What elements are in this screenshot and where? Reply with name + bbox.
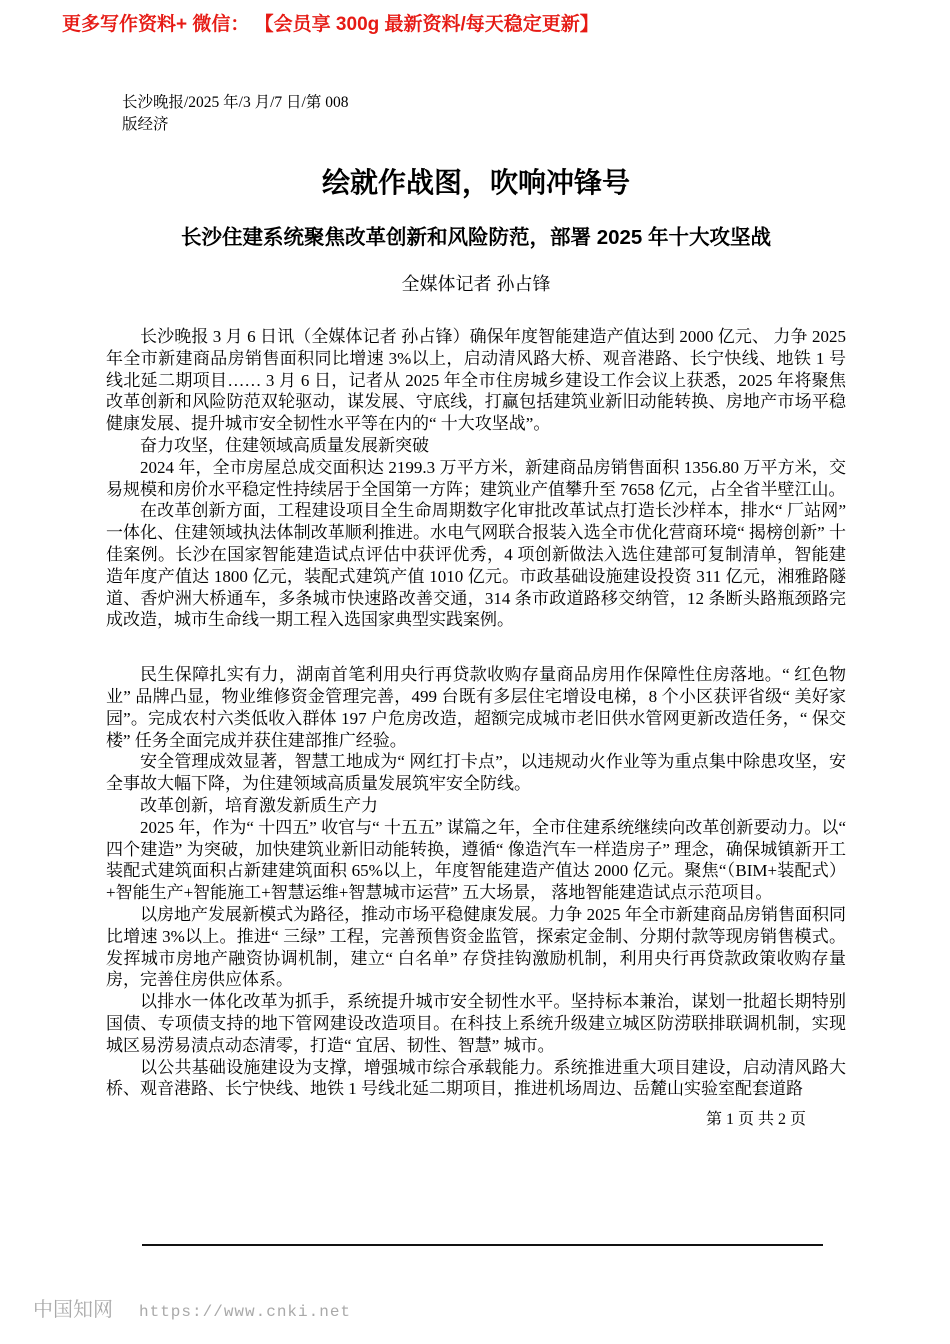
article-paragraph: 奋力攻坚，住建领域高质量发展新突破 [140, 435, 429, 455]
cnki-url: https://www.cnki.net [139, 1303, 352, 1321]
article-byline: 全媒体记者 孙占锋 [401, 274, 551, 294]
page-divider [142, 1244, 823, 1246]
article-paragraph: 2025 年，作为“ 十四五” 收官与“ 十五五” 谋篇之年，全市住建系统继续向改革创新要动力。以“ 四个建造” 为突破，加快建筑业新旧动能转换，遵循“ 像造汽车一样造房子” 理念，确保城镇新开工装配式建筑面积占新建建筑面积 65%以上，年度智能建造产值达 2000 亿元。聚焦“（BIM+装配式）+智能生产+智能施工+智慧运维+智慧城市运营” 五大场景， 落地智能建造试点示范项目。 [106, 817, 846, 903]
cnki-logo-text: 中国知网 [33, 1299, 113, 1321]
article-title: 绘就作战图，吹响冲锋号 [321, 167, 630, 198]
page-indicator: 第 1 页 共 2 页 [705, 1111, 806, 1129]
article-paragraph: 改革创新，培育激发新质生产力 [140, 795, 378, 815]
article-paragraph: 安全管理成效显著，智慧工地成为“ 网红打卡点”，以违规动火作业等为重点集中除患攻坚，安全事故大幅下降，为住建领域高质量发展筑牢安全防线。 [106, 752, 846, 794]
article-paragraph: 长沙晚报 3 月 6 日讯（全媒体记者 孙占锋）确保年度智能建造产值达到 2000 亿元、 力争 2025 年全市新建商品房销售面积同比增速 3%以上，启动清风路大桥、观音港路、长宁快线、地铁 1 号线北延二期项目…… 3 月 6 日，记者从 2025 年全市住房城乡建设工作会议上获悉，2025 年将聚焦改革创新和风险防范双轮驱动，谋发展、守底线，打赢包括建筑业新旧动能转换、房地产市场平稳健康发展、提升城市安全韧性水平等在内的“ 十大攻坚战”。 [106, 327, 846, 434]
article-body [106, 326, 846, 1100]
article-container [106, 92, 846, 1130]
article-paragraph: 以公共基础设施建设为支撑，增强城市综合承载能力。系统推进重大项目建设，启动清风路大桥、观音港路、长宁快线、地铁 1 号线北延二期项目，推进机场周边、岳麓山实验室配套道路 [106, 1057, 846, 1099]
source-line-1: 长沙晚报/2025 年/3 月/7 日/第 008 [122, 94, 349, 111]
promo-banner-text: 更多写作资料+ 微信： 【会员享 300g 最新资料/每天稳定更新】 [62, 14, 599, 35]
source-line-2: 版经济 [122, 116, 169, 133]
article-paragraph: 2024 年，全市房屋总成交面积达 2199.3 万平方米，新建商品房销售面积 1356.80 万平方米，交易规模和房价水平稳定性持续居于全国第一方阵；建筑业产值攀升至 7658 亿元，占全省半壁江山。 [106, 457, 846, 499]
article-paragraph: 民生保障扎实有力，湖南首笔利用央行再贷款收购存量商品房用作保障性住房落地。“ 红色物业” 品牌凸显，物业维修资金管理完善，499 台既有多层住宅增设电梯，8 个小区获评省级“ 美好家园”。完成农村六类低收入群体 197 户危房改造，超额完成城市老旧供水管网更新改造任务，“ 保交楼” 任务全面完成并获住建部推广经验。 [106, 665, 846, 750]
article-subtitle: 长沙住建系统聚焦改革创新和风险防范，部署 2025 年十大攻坚战 [181, 226, 771, 249]
article-paragraph: 在改革创新方面，工程建设项目全生命周期数字化审批改革试点打造长沙样本，排水“ 厂站网” 一体化、住建领域执法体制改革顺利推进。水电气网联合报装入选全市优化营商环境“ 揭榜创新” 十佳案例。长沙在国家智能建造试点评估中获评优秀，4 项创新做法入选住建部可复制清单，智能建造年度产值达 1800 亿元，装配式建筑产值 1010 亿元。市政基础设施建设投资 311 亿元，湘雅路隧道、香炉洲大桥通车，多条城市快速路改善交通，314 条市政道路移交纳管，12 条断头路瓶颈路完成改造，城市生命线一期工程入选国家典型实践案例。 [106, 501, 846, 630]
source-header [122, 92, 846, 136]
article-paragraph: 以排水一体化改革为抓手，系统提升城市安全韧性水平。坚持标本兼治，谋划一批超长期特别国债、专项债支持的地下管网建设改造项目。在科技上系统升级建立城区防涝联排联调机制，实现城区易涝易渍点动态清零，打造“ 宜居、韧性、智慧” 城市。 [106, 992, 846, 1055]
cnki-watermark [33, 1293, 351, 1322]
article-paragraph: 以房地产发展新模式为路径，推动市场平稳健康发展。力争 2025 年全市新建商品房销售面积同比增速 3%以上。推进“ 三绿” 工程，完善预售资金监管，探索定金制、分期付款等现房销售模式。发挥城市房地产融资协调机制，建立“ 白名单” 存贷挂钩激励机制，利用央行再贷款政策收购存量房，完善住房供应体系。 [106, 904, 846, 990]
